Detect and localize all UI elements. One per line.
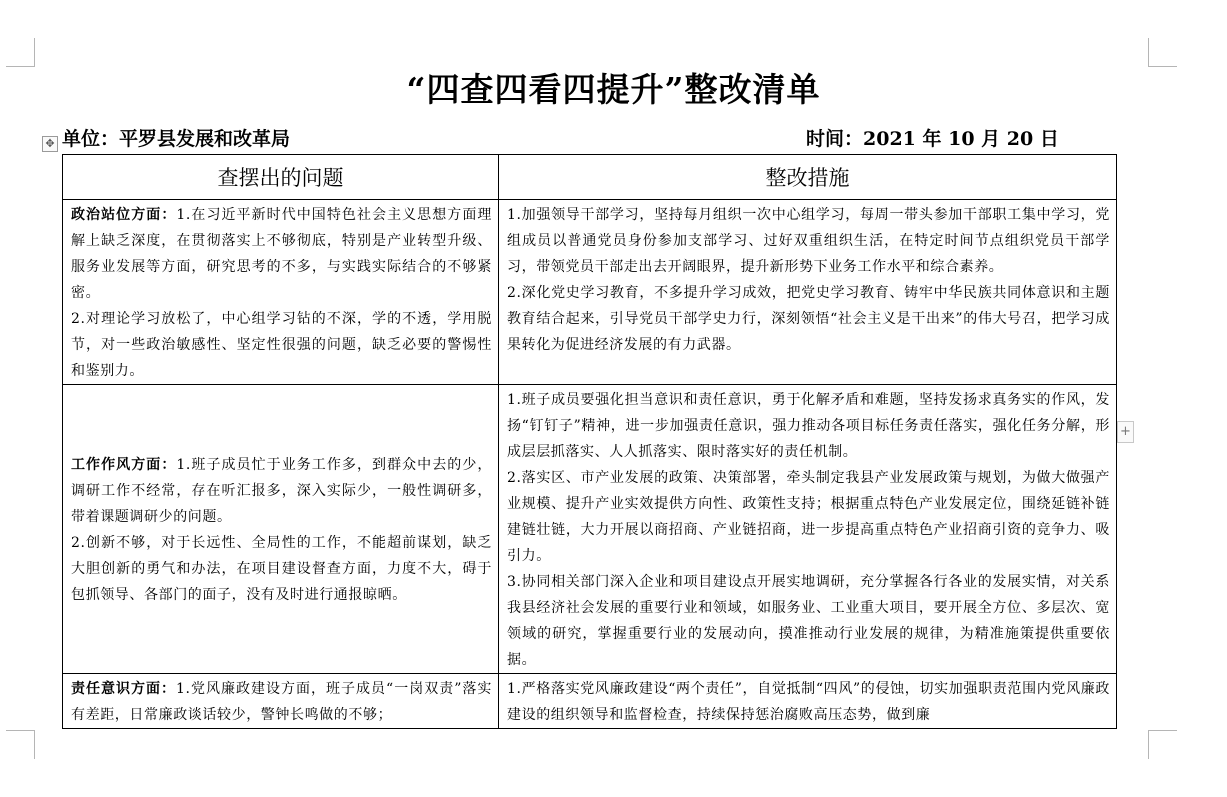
problem-text: 1.班子成员忙于业务工作多，到群众中去的少，调研工作不经常，存在听汇报多，深入实际少，一般性调研多，带着课题调研少的问题。 — [71, 457, 492, 525]
column-header-problems: 查摆出的问题 — [63, 155, 499, 200]
measure-text: 2.深化党史学习教育，不多提升学习成效，把党史学习教育、铸牢中华民族共同体意识和主题教育结合起来，引导党员干部学史力行，深刻领悟“社会主义是干出来”的伟大号召，把学习成果转化为促进经济发展的有力武器。 — [507, 285, 1110, 353]
category-label: 责任意识方面： — [71, 681, 177, 697]
problem-paragraph — [71, 202, 492, 306]
problem-cell[interactable] — [63, 200, 499, 385]
rectification-table-viewport — [62, 154, 1116, 723]
problem-text: 2.创新不够，对于长远性、全局性的工作，不能超前谋划，缺乏大胆创新的勇气和办法，在项目建设督查方面，力度不大，碍于包抓领导、各部门的面子，没有及时进行通报晾晒。 — [71, 535, 492, 603]
page-corner-mark — [1148, 730, 1177, 759]
measure-text: 2.落实区、市产业发展的政策、决策部署，牵头制定我县产业发展政策与规划，为做大做强产业规模、提升产业实效提供方向性、政策性支持；根据重点特色产业发展定位，围绕延链补链建链壮链，大力开展以商招商、产业链招商，进一步提高重点特色产业招商引资的竞争力、吸引力。 — [507, 470, 1110, 564]
category-label: 政治站位方面： — [71, 207, 177, 223]
rectification-table — [62, 154, 1117, 729]
problem-cell[interactable] — [63, 385, 499, 674]
problem-text: 1.党风廉政建设方面，班子成员“一岗双责”落实有差距，日常廉政谈话较少，警钟长鸣做的不够； — [71, 681, 492, 723]
page-corner-mark — [1148, 38, 1177, 67]
column-header-measures: 整改措施 — [499, 155, 1117, 200]
unit-label: 单位：平罗县发展和改革局 — [62, 128, 291, 150]
problem-text: 2.对理论学习放松了，中心组学习钻的不深，学的不透，学用脱节，对一些政治敏感性、坚定性很强的问题，缺乏必要的警惕性和鉴别力。 — [71, 311, 492, 379]
problem-cell[interactable] — [63, 674, 499, 729]
problem-paragraph — [71, 676, 492, 728]
measure-cell[interactable] — [499, 200, 1117, 385]
measure-cell[interactable] — [499, 385, 1117, 674]
page-corner-mark — [6, 730, 35, 759]
measure-text: 3.协同相关部门深入企业和项目建设点开展实地调研，充分掌握各行各业的发展实情，对关系我县经济社会发展的重要行业和领域，如服务业、工业重大项目，要开展全方位、多层次、宽领域的研究，掌握重要行业的发展动向，摸准推动行业发展的规律，为精准施策提供重要依据。 — [507, 574, 1110, 668]
document-title: “四查四看四提升”整改清单 — [406, 70, 821, 109]
problem-paragraph — [71, 452, 492, 530]
problem-text: 1.在习近平新时代中国特色社会主义思想方面理解上缺乏深度，在贯彻落实上不够彻底，特别是产业转型升级、服务业发展等方面，研究思考的不多，与实践实际结合的不够紧密。 — [71, 207, 492, 301]
table-header-row — [63, 155, 1117, 200]
table-row — [63, 674, 1117, 729]
measure-text: 1.班子成员要强化担当意识和责任意识，勇于化解矛盾和难题，坚持发扬求真务实的作风，发扬“钉钉子”精神，进一步加强责任意识，强力推动各项目标任务责任落实，强化任务分解，形成层层抓落实、人人抓落实、限时落实好的责任机制。 — [507, 392, 1110, 460]
table-row — [63, 385, 1117, 674]
measure-text: 1.严格落实党风廉政建设“两个责任”，自觉抵制“四风”的侵蚀，切实加强职责范围内党风廉政建设的组织领导和监督检查，持续保持惩治腐败高压态势，做到廉 — [507, 681, 1110, 723]
add-column-plus-icon[interactable]: + — [1117, 421, 1134, 443]
measure-cell[interactable] — [499, 674, 1117, 729]
table-move-handle-icon[interactable]: ✥ — [42, 136, 58, 152]
table-row — [63, 200, 1117, 385]
date-label: 时间：2021 年 10 月 20 日 — [806, 128, 1059, 150]
page-corner-mark — [6, 38, 35, 67]
category-label: 工作作风方面： — [71, 457, 177, 473]
measure-text: 1.加强领导干部学习，坚持每月组织一次中心组学习，每周一带头参加干部职工集中学习，党组成员以普通党员身份参加支部学习、过好双重组织生活，在特定时间节点组织党员干部学习，带领党员干部走出去开阔眼界，提升新形势下业务工作水平和综合素养。 — [507, 207, 1110, 275]
